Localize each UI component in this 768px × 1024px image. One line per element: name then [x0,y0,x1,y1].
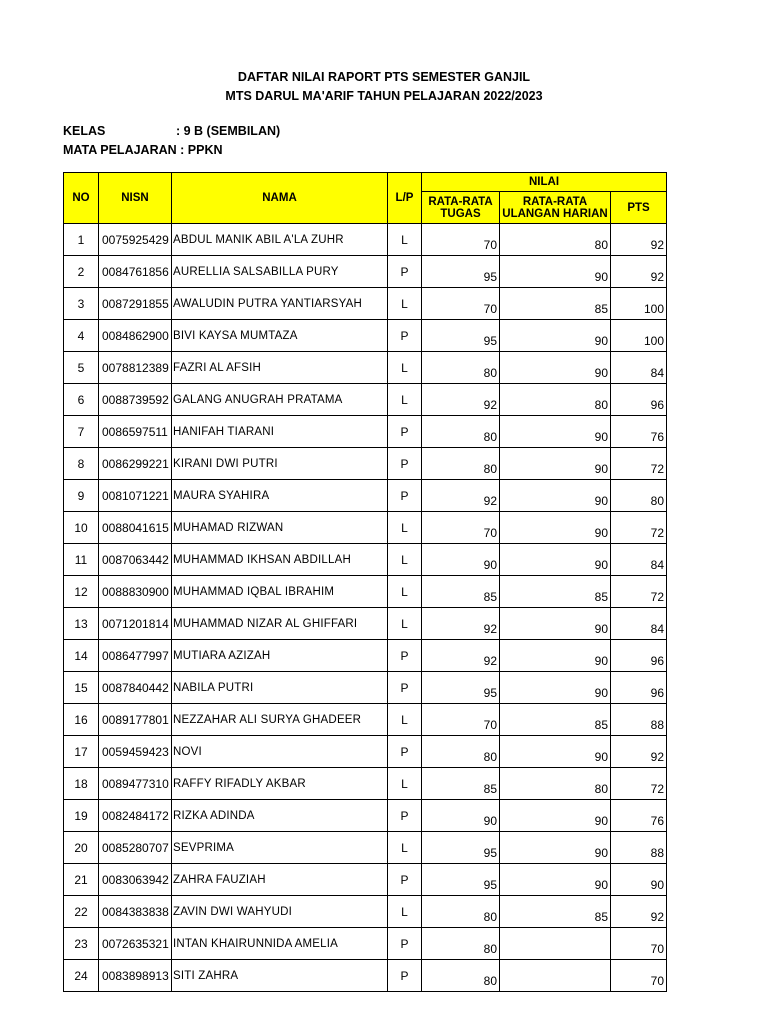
table-row [64,864,667,896]
pts-cell: 80 [611,480,667,512]
table-row [64,480,667,512]
nisn-cell: 0087063442 [99,544,172,576]
pts-cell: 72 [611,512,667,544]
nama-cell: ZAHRA FAUZIAH [172,864,388,896]
row-number: 11 [64,544,99,576]
rata-tugas-cell: 92 [422,480,500,512]
gender-cell: P [388,640,422,672]
gender-cell: P [388,928,422,960]
table-row [64,768,667,800]
row-number: 13 [64,608,99,640]
table-row [64,608,667,640]
pts-cell: 96 [611,640,667,672]
gender-cell: L [388,768,422,800]
nama-cell: MUTIARA AZIZAH [172,640,388,672]
rata-tugas-cell: 80 [422,896,500,928]
rata-tugas-cell: 70 [422,288,500,320]
rata-tugas-cell: 95 [422,256,500,288]
table-row [64,672,667,704]
kelas-label: KELAS [63,124,106,138]
rata-ulangan-cell: 90 [500,544,611,576]
gender-cell: P [388,864,422,896]
mata-pelajaran-label: MATA PELAJARAN [63,143,177,157]
pts-cell: 70 [611,960,667,992]
row-number: 16 [64,704,99,736]
table-row [64,640,667,672]
kelas-value: : 9 B (SEMBILAN) [176,124,281,138]
pts-cell: 100 [611,288,667,320]
nisn-cell: 0084761856 [99,256,172,288]
table-row [64,832,667,864]
pts-cell: 92 [611,256,667,288]
nisn-cell: 0084862900 [99,320,172,352]
nisn-cell: 0086477997 [99,640,172,672]
pts-cell: 88 [611,832,667,864]
rata-tugas-cell: 95 [422,832,500,864]
pts-cell: 96 [611,384,667,416]
rata-ulangan-cell: 90 [500,480,611,512]
table-row [64,224,667,256]
pts-cell: 76 [611,416,667,448]
rata-ulangan-cell: 90 [500,352,611,384]
row-number: 15 [64,672,99,704]
table-row [64,896,667,928]
rata-tugas-cell: 92 [422,640,500,672]
row-number: 14 [64,640,99,672]
gender-cell: L [388,896,422,928]
nisn-cell: 0087291855 [99,288,172,320]
nama-cell: AWALUDIN PUTRA YANTIARSYAH [172,288,388,320]
rata-ulangan-cell: 90 [500,512,611,544]
gender-cell: L [388,288,422,320]
rata-tugas-cell: 90 [422,544,500,576]
rata-ulangan-cell: 85 [500,288,611,320]
rata-ulangan-cell: 90 [500,864,611,896]
rata-ulangan-cell: 90 [500,832,611,864]
nisn-cell: 0089177801 [99,704,172,736]
nama-cell: SITI ZAHRA [172,960,388,992]
col-header-pts: PTS [611,192,667,224]
nisn-cell: 0088830900 [99,576,172,608]
nama-cell: NOVI [172,736,388,768]
nama-cell: RIZKA ADINDA [172,800,388,832]
rata-tugas-cell: 95 [422,320,500,352]
pts-cell: 100 [611,320,667,352]
pts-cell: 96 [611,672,667,704]
row-number: 4 [64,320,99,352]
row-number: 24 [64,960,99,992]
row-number: 19 [64,800,99,832]
rata-tugas-cell: 70 [422,512,500,544]
table-row [64,352,667,384]
pts-cell: 90 [611,864,667,896]
gender-cell: L [388,352,422,384]
gender-cell: L [388,608,422,640]
nama-cell: RAFFY RIFADLY AKBAR [172,768,388,800]
col-header-rata-ulangan: RATA-RATA ULANGAN HARIAN [500,192,611,224]
nama-cell: FAZRI AL AFSIH [172,352,388,384]
nisn-cell: 0088739592 [99,384,172,416]
nisn-cell: 0081071221 [99,480,172,512]
nisn-cell: 0071201814 [99,608,172,640]
table-row [64,384,667,416]
nama-cell: NABILA PUTRI [172,672,388,704]
row-number: 18 [64,768,99,800]
nisn-cell: 0059459423 [99,736,172,768]
document-title: DAFTAR NILAI RAPORT PTS SEMESTER GANJIL [237,70,531,84]
rata-ulangan-cell: 85 [500,704,611,736]
nama-cell: MAURA SYAHIRA [172,480,388,512]
rata-ulangan-cell: 85 [500,576,611,608]
table-row [64,576,667,608]
pts-cell: 84 [611,608,667,640]
pts-cell: 72 [611,768,667,800]
rata-tugas-cell: 92 [422,608,500,640]
gender-cell: P [388,416,422,448]
row-number: 9 [64,480,99,512]
rata-ulangan-cell: 90 [500,736,611,768]
table-row [64,736,667,768]
gender-cell: L [388,704,422,736]
gender-cell: P [388,800,422,832]
rata-tugas-cell: 92 [422,384,500,416]
mata-pelajaran-value: : PPKN [180,143,223,157]
gender-cell: L [388,224,422,256]
table-row [64,928,667,960]
table-row [64,320,667,352]
nama-cell: BIVI KAYSA MUMTAZA [172,320,388,352]
rata-ulangan-cell: 90 [500,448,611,480]
row-number: 22 [64,896,99,928]
document-subtitle: MTS DARUL MA'ARIF TAHUN PELAJARAN 2022/2023 [225,89,543,103]
gender-cell: L [388,576,422,608]
pts-cell: 84 [611,352,667,384]
col-header-lp: L/P [388,173,422,224]
row-number: 21 [64,864,99,896]
gender-cell: L [388,832,422,864]
col-header-nama: NAMA [172,173,388,224]
nisn-cell: 0082484172 [99,800,172,832]
gender-cell: P [388,448,422,480]
nisn-cell: 0089477310 [99,768,172,800]
gender-cell: P [388,320,422,352]
nama-cell: MUHAMAD RIZWAN [172,512,388,544]
nama-cell: MUHAMMAD NIZAR AL GHIFFARI [172,608,388,640]
pts-cell: 72 [611,448,667,480]
nama-cell: ABDUL MANIK ABIL A'LA ZUHR [172,224,388,256]
gender-cell: P [388,736,422,768]
gender-cell: L [388,512,422,544]
nama-cell: GALANG ANUGRAH PRATAMA [172,384,388,416]
nama-cell: NEZZAHAR ALI SURYA GHADEER [172,704,388,736]
nisn-cell: 0078812389 [99,352,172,384]
table-row [64,960,667,992]
nisn-cell: 0087840442 [99,672,172,704]
rata-ulangan-cell: 80 [500,224,611,256]
row-number: 1 [64,224,99,256]
rata-tugas-cell: 85 [422,576,500,608]
col-header-nisn: NISN [99,173,172,224]
rata-ulangan-cell: 90 [500,608,611,640]
table-row [64,416,667,448]
nisn-cell: 0084383838 [99,896,172,928]
rata-ulangan-cell: 85 [500,896,611,928]
rata-tugas-cell: 70 [422,224,500,256]
gender-cell: L [388,544,422,576]
nisn-cell: 0086597511 [99,416,172,448]
gender-cell: P [388,960,422,992]
pts-cell: 72 [611,576,667,608]
rata-tugas-cell: 85 [422,768,500,800]
nama-cell: KIRANI DWI PUTRI [172,448,388,480]
rata-ulangan-cell: 90 [500,416,611,448]
nama-cell: INTAN KHAIRUNNIDA AMELIA [172,928,388,960]
rata-ulangan-cell: 80 [500,768,611,800]
row-number: 2 [64,256,99,288]
pts-cell: 92 [611,224,667,256]
pts-cell: 84 [611,544,667,576]
nama-cell: ZAVIN DWI WAHYUDI [172,896,388,928]
rata-ulangan-cell: 80 [500,384,611,416]
row-number: 6 [64,384,99,416]
col-header-no: NO [64,173,99,224]
rata-ulangan-cell: 90 [500,800,611,832]
row-number: 10 [64,512,99,544]
table-row [64,704,667,736]
nisn-cell: 0085280707 [99,832,172,864]
kelas-line [63,124,280,138]
rata-tugas-cell: 80 [422,960,500,992]
rata-tugas-cell: 80 [422,448,500,480]
pts-cell: 88 [611,704,667,736]
nisn-cell: 0083063942 [99,864,172,896]
rata-tugas-cell: 95 [422,672,500,704]
row-number: 23 [64,928,99,960]
grades-table [63,172,667,992]
rata-tugas-cell: 80 [422,928,500,960]
row-number: 17 [64,736,99,768]
row-number: 3 [64,288,99,320]
rata-ulangan-cell: 90 [500,672,611,704]
rata-tugas-cell: 90 [422,800,500,832]
nama-cell: SEVPRIMA [172,832,388,864]
table-body [64,224,667,992]
table-row [64,800,667,832]
pts-cell: 92 [611,736,667,768]
rata-tugas-cell: 70 [422,704,500,736]
nisn-cell: 0088041615 [99,512,172,544]
rata-ulangan-cell [500,960,611,992]
rata-tugas-cell: 95 [422,864,500,896]
nama-cell: AURELLIA SALSABILLA PURY [172,256,388,288]
row-number: 8 [64,448,99,480]
rata-ulangan-cell: 90 [500,320,611,352]
table-row [64,256,667,288]
gender-cell: P [388,672,422,704]
gender-cell: L [388,384,422,416]
rata-tugas-cell: 80 [422,736,500,768]
nama-cell: HANIFAH TIARANI [172,416,388,448]
gender-cell: P [388,480,422,512]
nisn-cell: 0086299221 [99,448,172,480]
gender-cell: P [388,256,422,288]
table-row [64,512,667,544]
col-header-rata-tugas: RATA-RATA TUGAS [422,192,500,224]
table-row [64,288,667,320]
nama-cell: MUHAMMAD IQBAL IBRAHIM [172,576,388,608]
table-row [64,448,667,480]
nisn-cell: 0075925429 [99,224,172,256]
nama-cell: MUHAMMAD IKHSAN ABDILLAH [172,544,388,576]
pts-cell: 70 [611,928,667,960]
pts-cell: 76 [611,800,667,832]
rata-ulangan-cell [500,928,611,960]
nisn-cell: 0083898913 [99,960,172,992]
col-header-nilai: NILAI [422,173,667,192]
table-row [64,544,667,576]
nisn-cell: 0072635321 [99,928,172,960]
row-number: 5 [64,352,99,384]
rata-tugas-cell: 80 [422,416,500,448]
rata-ulangan-cell: 90 [500,256,611,288]
row-number: 12 [64,576,99,608]
rata-tugas-cell: 80 [422,352,500,384]
rata-ulangan-cell: 90 [500,640,611,672]
pts-cell: 92 [611,896,667,928]
mata-pelajaran-line [63,143,223,157]
row-number: 7 [64,416,99,448]
row-number: 20 [64,832,99,864]
